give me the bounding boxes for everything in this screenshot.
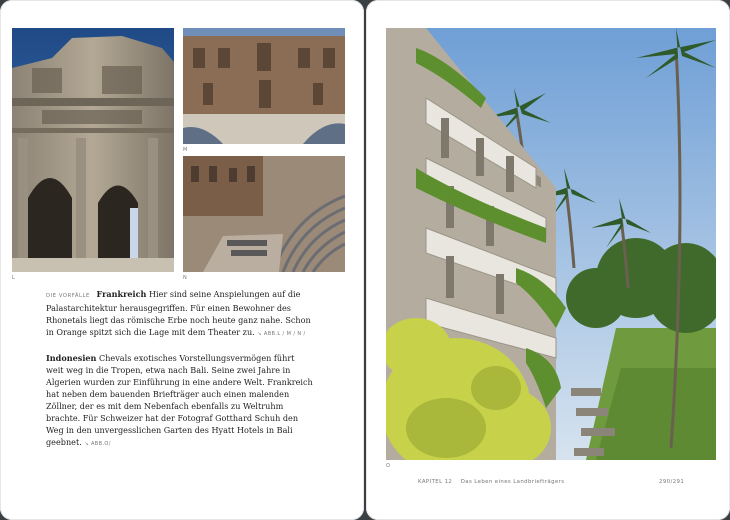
footer-chapter: KAPITEL 12 [418, 479, 453, 485]
running-footer [418, 479, 564, 485]
photo-hyatt-garden [386, 28, 716, 460]
right-page [366, 0, 730, 520]
section-label: DIE VORFÄLLE [46, 293, 90, 299]
paragraph2-text: Chevals exotisches Vorstellungsvermögen führt weit weg in die Tropen, etwa nach Bali. Seine zwei Jahre in Algerien wurden zur Einführung in eine andere Welt. Frankreich hat neben dem bauenden Briefträger auch einen malenden Zöllner, der es mit dem Nebenfach ebenfalls zu Weltruhm brachte. Für Schweizer hat der Fotograf Gotthard Schuh den Weg in den unvergesslichen Garten des Hyatt Hotels in Bali geebnet. [46, 353, 313, 447]
body-text [46, 288, 314, 450]
photo-triumphal-arch [12, 28, 174, 272]
image-label-m: M [183, 147, 188, 153]
keyword-frankreich: Frankreich [96, 289, 147, 299]
keyword-indonesien: Indonesien [46, 353, 97, 363]
image-label-o: O [386, 463, 391, 469]
paragraph1-text: Hier sind seine Anspielungen auf die Palastarchitektur herausgegriffen. Für einen Bewohner des Rhonetals liegt das römische Erbe noch heute ganz nahe. Schon in Orange spitzt sich die Lage mit dem Theater zu. [46, 289, 311, 337]
left-page [0, 0, 364, 520]
reference-abb-lmn[interactable]: ↘ ABB.L / M / N / [257, 331, 306, 337]
image-label-l: L [12, 275, 16, 281]
footer-title: Das Leben eines Landbriefträgers [460, 479, 565, 485]
paragraph-indonesien [46, 352, 314, 450]
photo-theatre-wall [183, 28, 345, 144]
paragraph-frankreich [46, 288, 314, 340]
image-label-n: N [183, 275, 188, 281]
page-numbers: 290/291 [659, 479, 685, 485]
photo-amphitheatre [183, 156, 345, 272]
reference-abb-o[interactable]: ↘ ABB.O/ [84, 441, 111, 447]
